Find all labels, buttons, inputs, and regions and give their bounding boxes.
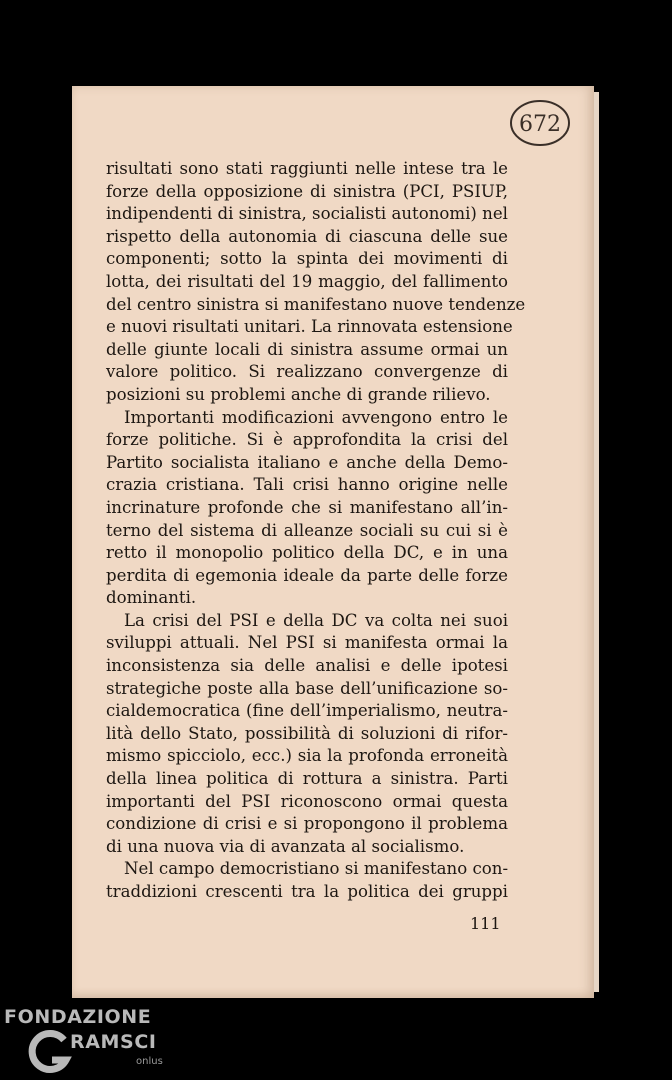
logo-text-top: FONDAZIONE	[4, 1006, 152, 1028]
text-line: di una nuova via di avanzata al socialismo.	[106, 836, 465, 856]
text-line: forze politiche. Si è approfondita la crisi del	[106, 430, 508, 450]
body-text	[106, 158, 526, 904]
text-line: lità dello Stato, possibilità di soluzioni di rifor-	[106, 723, 508, 743]
archive-stamp	[508, 96, 572, 150]
text-line: della linea politica di rottura a sinistra. Parti	[106, 769, 508, 789]
text-line: retto il monopolio politico della DC, e in una	[106, 543, 508, 563]
text-line: indipendenti di sinistra, socialisti autonomi) nel	[106, 204, 508, 224]
text-line: lotta, dei risultati del 19 maggio, del fallimento	[106, 271, 508, 291]
text-line: posizioni su problemi anche di grande rilievo.	[106, 384, 491, 404]
text-line: e nuovi risultati unitari. La rinnovata estensione	[106, 317, 513, 337]
text-line: delle giunte locali di sinistra assume ormai un	[106, 339, 508, 359]
text-line: Importanti modificazioni avvengono entro le	[124, 407, 508, 427]
text-line: risultati sono stati raggiunti nelle intese tra le	[106, 159, 508, 178]
text-line: forze della opposizione di sinistra (PCI, PSIUP,	[106, 181, 508, 201]
text-line: La crisi del PSI e della DC va colta nei suoi	[124, 610, 508, 630]
text-line: traddizioni crescenti tra la politica dei gruppi	[106, 882, 508, 901]
text-line: crazia cristiana. Tali crisi hanno origine nelle	[106, 475, 508, 495]
text-line: inconsistenza sia delle analisi e delle ipotesi	[106, 656, 508, 676]
logo-g-mark-icon	[24, 1028, 74, 1078]
text-line: condizione di crisi e si propongono il problema	[106, 814, 508, 834]
text-line: mismo spicciolo, ecc.) sia la profonda erroneità	[106, 746, 508, 766]
text-line: terno del sistema di alleanze sociali su cui si è	[106, 520, 508, 540]
page-number: 111	[470, 914, 501, 933]
text-line: sviluppi attuali. Nel PSI si manifesta ormai la	[106, 633, 508, 653]
text-line: componenti; sotto la spinta dei movimenti di	[106, 249, 508, 269]
stamp-number: 672	[519, 112, 561, 137]
text-line: perdita di egemonia ideale da parte delle forze	[106, 565, 508, 585]
text-line: valore politico. Si realizzano convergenze di	[106, 362, 508, 382]
text-line: cialdemocratica (fine dell’imperialismo, neutra-	[106, 701, 508, 721]
text-line: Nel campo democristiano si manifestano con-	[124, 859, 509, 879]
text-line: rispetto della autonomia di ciascuna delle sue	[106, 226, 508, 246]
text-line: dominanti.	[106, 588, 197, 608]
logo-text-bottom: RAMSCI	[70, 1031, 157, 1053]
logo-subtext: onlus	[136, 1056, 163, 1067]
text-line: Partito socialista italiano e anche della Demo-	[106, 452, 508, 472]
text-line: del centro sinistra si manifestano nuove tendenze	[106, 294, 526, 314]
foundation-logo	[4, 1006, 174, 1080]
text-line: incrinature profonde che si manifestano all’in-	[106, 497, 508, 517]
text-line: importanti del PSI riconoscono ormai questa	[106, 791, 508, 811]
text-line: strategiche poste alla base dell’unificazione so-	[106, 678, 508, 698]
